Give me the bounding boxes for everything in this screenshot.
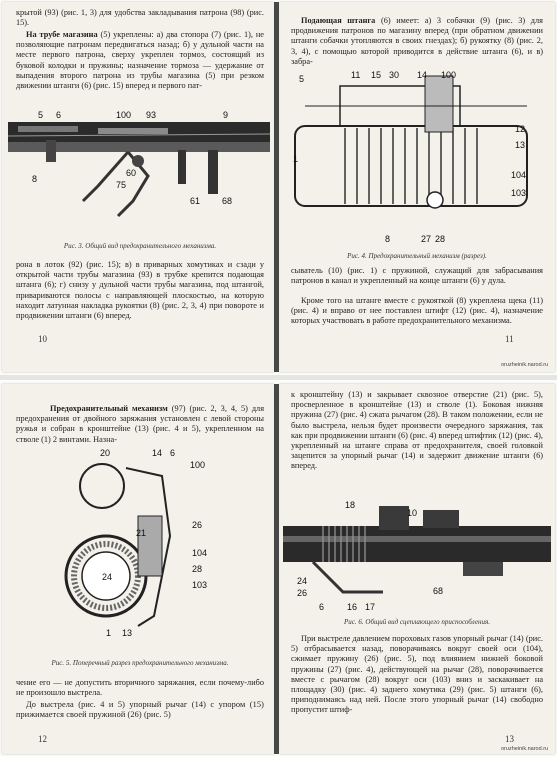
paragraph: Предохранительный механизм (97) (рис. 2, 3, 4, 5) для предохранения от двойного заряжания установлен с левой стороны ружья и собран в кронштейне (13) (рис. 4 и 5), укрепленном на стволе (1) 2 винтами. Назна- <box>16 404 265 444</box>
fig-label: 5 <box>299 74 305 84</box>
figure-caption: Рис. 4. Предохранительный механизм (разрез). <box>347 252 487 260</box>
section-heading: Предохранительный механизм <box>50 404 168 413</box>
fig-label: 12 <box>515 124 526 134</box>
fig-label: 20 <box>100 448 111 458</box>
site-stamp: oruzheinik.narod.ru <box>501 362 549 368</box>
page-number: 10 <box>38 334 47 344</box>
paragraph: сыватель (10) (рис. 1) с пружиной, служащий для забрасывания патронов в канал и укрепленный на конце штанги (6) у дула. <box>291 266 543 286</box>
page-12 <box>2 384 274 754</box>
fig-label: 16 <box>347 602 358 612</box>
fig-label: 26 <box>297 588 308 598</box>
fig-label: 103 <box>511 188 527 198</box>
fig-label: 27 <box>421 234 432 244</box>
fig-label: 8 <box>385 234 391 244</box>
fig-label: 93 <box>146 110 157 120</box>
fig-label: 100 <box>116 110 132 120</box>
paragraph: Кроме того на штанге вместе с рукояткой (8) укреплена щека (11) (рис. 4) и вправо от нее поставлен штифт (12) (рис. 4), назначение которых участвовать в работе предохранительного механизма. <box>291 296 543 326</box>
fig-label: 1 <box>106 628 112 638</box>
fig-label: 6 <box>56 110 62 120</box>
fig-label: 60 <box>126 168 137 178</box>
paragraph: До выстрела (рис. 4 и 5) упорный рычаг (14) с упором (15) прижимается своей пружиной (26) (рис. 5) <box>16 700 264 720</box>
fig-label: 5 <box>38 110 44 120</box>
paragraph: На трубе магазина (5) укреплены: а) два стопора (7) (рис. 1), не позволяющие патронам передвигаться назад; б) у дульной части на месте первого патрона, сверху укреплен тормоз, состоящий из буковой колодки и пружины; назначение тормоза — удержание от выпадения второго патрона из трубы магазина (5) при резком движении штанги (6) (рис. 15) вперед и первого пат- <box>16 30 264 91</box>
page-number: 13 <box>505 734 514 744</box>
paragraph: При выстреле давлением пороховых газов упорный рычаг (14) (рис. 5) отбрасывается назад, поворачиваясь вокруг своей оси (104), сжимает пружину (26) (рис. 5), под влиянием нижней боковой пружины (27) (рис. 4), действующей на рычаг (28), поворачивается вместе с рычагом (28) вокруг оси (103) вниз и заскакивает на площадку (30) (рис. 4) заднего хомутика (29) (рис. 5) штанги (6), приподнимаясь над ней. После этого упорный рычаг (14) свободно пропустит штиф- <box>291 634 543 715</box>
top-text: крытой (93) (рис. 1, 3) для удобства закладывания патрона (98) (рис. 15). <box>16 8 264 28</box>
paragraph: Подающая штанга (6) имеет: а) 3 собачки (9) (рис. 3) для продвижения патронов по магазину вперед (при обратном движении штанги собачки утопляются в своих гнездах); б) рукоятку (8) (рис. 2, 3, 4), с помощью которой приводится в действие штанга (6), и в) забра- <box>291 16 543 66</box>
fig-label: 17 <box>365 602 376 612</box>
fig-label: 104 <box>511 170 527 180</box>
fig-label: 15 <box>371 70 382 80</box>
fig-label: 100 <box>190 460 206 470</box>
fig-label: 104 <box>192 548 208 558</box>
fig-label: 68 <box>222 196 233 206</box>
fig-label: 18 <box>345 500 356 510</box>
fig-label: 6 <box>170 448 176 458</box>
page-11 <box>279 2 555 372</box>
fig-label: 11 <box>351 70 361 80</box>
fig-label: 8 <box>32 174 38 184</box>
fig-label: 10 <box>407 508 418 518</box>
figure-6-coupling-device <box>283 496 551 614</box>
figure-caption: Рис. 3. Общий вид предохранительного механизма. <box>63 242 217 250</box>
fig-label: 24 <box>102 572 113 582</box>
fig-label: 21 <box>136 528 147 538</box>
figure-4-section-view <box>285 66 547 250</box>
fig-label: 28 <box>435 234 446 244</box>
fig-label: 9 <box>223 110 229 120</box>
section-heading: Подающая штанга <box>301 16 376 25</box>
site-stamp: oruzheinik.narod.ru <box>501 746 549 752</box>
fig-label: 24 <box>297 576 308 586</box>
spread-divider <box>0 375 557 380</box>
section-heading: На трубе магазина <box>26 30 98 39</box>
fig-label: 28 <box>192 564 203 574</box>
page-13 <box>279 384 555 754</box>
fig-label: 13 <box>122 628 133 638</box>
paragraph: чение его — не допустить вторичного заряжания, если почему-либо не произошло выстрела. <box>16 678 264 698</box>
fig-label: 6 <box>319 602 325 612</box>
fig-label: 13 <box>515 140 526 150</box>
fig-label: 100 <box>441 70 457 80</box>
fig-label: 14 <box>417 70 428 80</box>
figure-5-cross-section <box>42 446 222 646</box>
fig-label: 1 <box>293 154 299 164</box>
page-number: 12 <box>38 734 47 744</box>
fig-label: 30 <box>389 70 400 80</box>
figure-caption: Рис. 6. Общий вид сцеплающего приспособления. <box>344 618 490 626</box>
figure-caption: Рис. 5. Поперечный разрез предохранительного механизма. <box>51 659 229 667</box>
fig-label: 68 <box>433 586 444 596</box>
fig-label: 75 <box>116 180 127 190</box>
paragraph: к кронштейну (13) и закрывает сквозное отверстие (21) (рис. 5), просверленное в кронштейне (13) и стволе (1). Боковая нижняя пружина (27) (рис. 4) сжата рычагом (28). В таком положении, если не было выстрела, нельзя будет произвести очередного заряжания, так как при продвижении штанги (6) (рис. 4) вперед штифтик (12) (рис. 4), укрепленный на штанге справа от предохранителя, своей головкой зацепится за упорный рычаг (14) и задержит движение штанги (6) вперед. <box>291 390 543 471</box>
fig-label: 103 <box>192 580 208 590</box>
fig-label: 14 <box>152 448 163 458</box>
paragraph: рона в лоток (92) (рис. 15); в) в приварных хомутиках и сзади у открытой части трубы магазина (93) в трубке крепится подающая штанга (6); г) снизу у дульной части трубы магазина, под штангой, привариваются полосы с направляющей плоскостью, на которую находит латунная накладка рукоятки (8) (рис. 2, 3, 4) при повороте и продвижении штанги (6) вперед. <box>16 260 264 321</box>
page-number: 11 <box>505 334 514 344</box>
fig-label: 26 <box>192 520 203 530</box>
figure-3-rifle-mechanism <box>8 106 270 226</box>
fig-label: 61 <box>190 196 201 206</box>
page-10 <box>2 2 274 372</box>
